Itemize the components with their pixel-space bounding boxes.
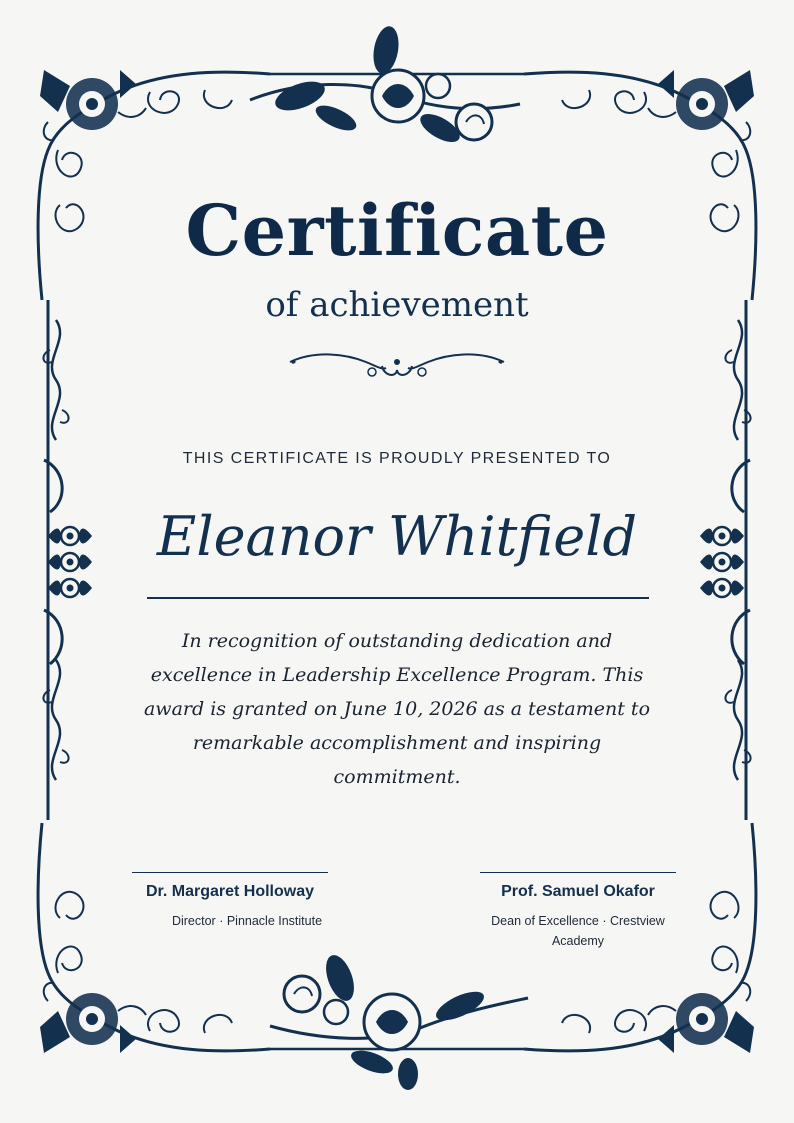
signature-line: [480, 872, 676, 873]
recipient-name: Eleanor Whitfield: [156, 505, 638, 568]
name-underline: [147, 597, 649, 599]
signatory-name: Prof. Samuel Okafor: [501, 883, 655, 900]
signatory-name: Dr. Margaret Holloway: [145, 883, 315, 900]
certificate-subtitle: of achievement: [265, 285, 529, 325]
presented-to-label: THIS CERTIFICATE IS PROUDLY PRESENTED TO: [182, 450, 612, 467]
certificate-body: In recognition of outstanding dedication and excellence in Leadership Excellence Program. This award is granted on June 10, 2026 as a testament to remarkable accomplishment and inspiring commitment.: [143, 630, 651, 788]
certificate-title: Certificate: [185, 189, 609, 272]
signatory-role: Director · Pinnacle Institute: [171, 914, 323, 928]
divider-flourish-icon: [286, 346, 508, 382]
signature-block-left: [110, 872, 350, 931]
corner-scroll-icon: [38, 823, 270, 1053]
floral-top-icon: [250, 24, 520, 147]
signatory-role: Dean of Excellence · Crestview Academy: [491, 914, 665, 948]
signature-line: [132, 872, 328, 873]
floral-bottom-icon: [270, 951, 528, 1090]
signature-block-right: [458, 872, 698, 951]
